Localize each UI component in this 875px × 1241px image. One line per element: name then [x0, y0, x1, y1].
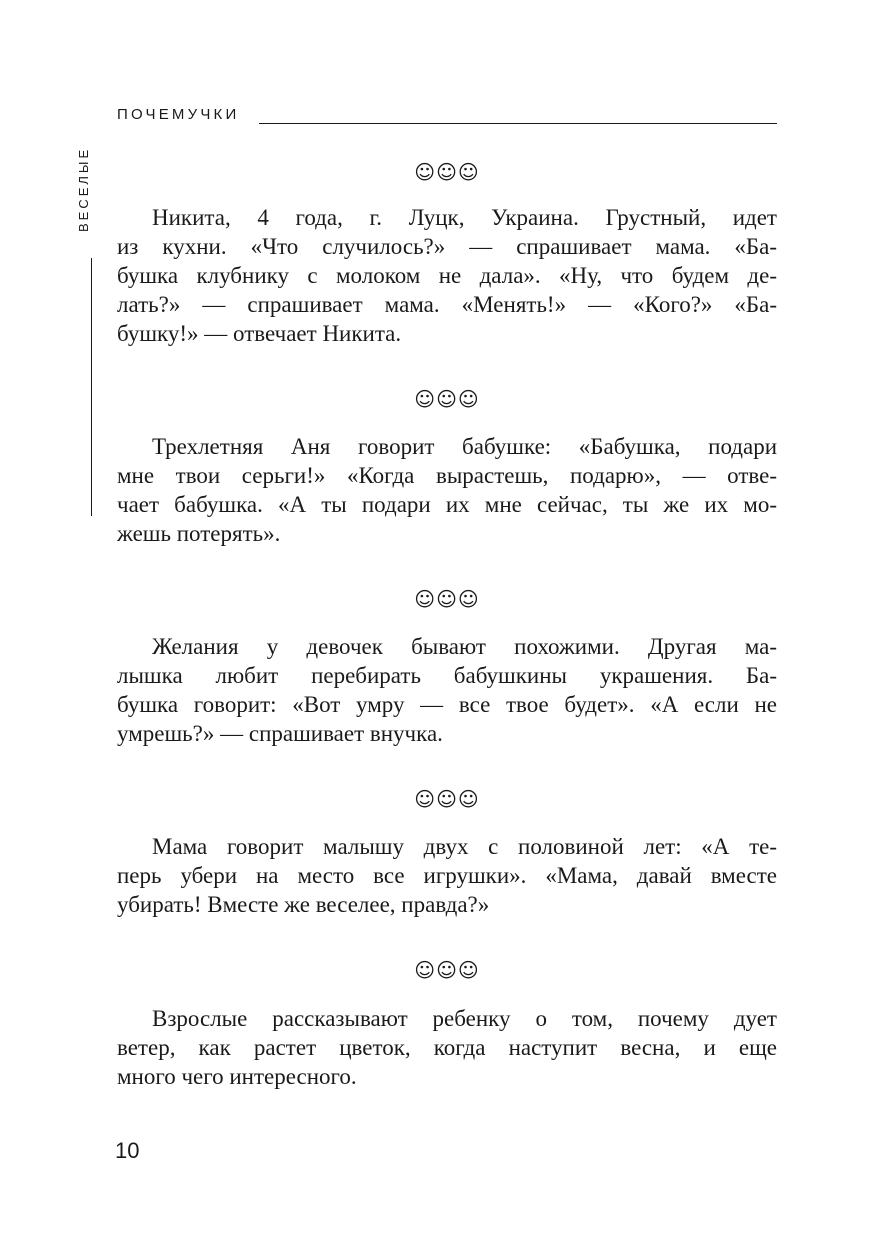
paragraph-line: из кухни. «Что случилось?» — спрашивает мама. «Ба-: [117, 234, 777, 259]
paragraph-1: [117, 203, 777, 348]
paragraph-line: перь убери на место все игрушки». «Мама, давай вместе: [117, 863, 777, 888]
paragraph-line: Взрослые рассказывают ребенку о том, почему дует: [152, 1006, 777, 1031]
side-rule: [91, 258, 92, 516]
smiley-divider-icon: ☺☺☺: [414, 587, 480, 611]
smiley-divider-icon: ☺☺☺: [414, 160, 480, 184]
side-section-label: ВЕСЕЛЫЕ: [76, 146, 91, 232]
paragraph-line: бушка клубнику с молоком не дала». «Ну, что будем де-: [117, 263, 777, 288]
paragraph-line: чает бабушка. «А ты подари их мне сейчас, ты же их мо-: [117, 492, 777, 517]
paragraph-line: Желания у девочек бывают похожими. Другая ма-: [152, 634, 777, 659]
paragraph-line: мне твои серьги!» «Когда вырастешь, подарю», — отве-: [117, 463, 777, 488]
smiley-divider-icon: ☺☺☺: [414, 387, 480, 411]
paragraph-line: жешь потерять».: [117, 521, 281, 546]
paragraph-line: Никита, 4 года, г. Луцк, Украина. Грустный, идет: [152, 205, 777, 230]
paragraph-line: бушку!» — отвечает Никита.: [117, 321, 402, 346]
paragraph-line: Трехлетняя Аня говорит бабушке: «Бабушка, подари: [152, 434, 777, 459]
running-head: ПОЧЕМУЧКИ: [117, 106, 240, 123]
paragraph-4: [117, 832, 777, 919]
paragraph-3: [117, 632, 777, 748]
paragraph-line: много чего интересного.: [117, 1064, 357, 1089]
smiley-divider-icon: ☺☺☺: [414, 958, 480, 982]
paragraph-line: ветер, как растет цветок, когда наступит весна, и еще: [117, 1035, 777, 1060]
header-rule: [259, 123, 777, 124]
smiley-divider-icon: ☺☺☺: [414, 787, 480, 811]
paragraph-line: убирать! Вместе же веселее, правда?»: [117, 892, 490, 917]
paragraph-line: Мама говорит малышу двух с половиной лет: «А те-: [152, 834, 777, 859]
page-number: 10: [115, 1138, 140, 1163]
paragraph-line: умрешь?» — спрашивает внучка.: [117, 721, 443, 746]
paragraph-2: [117, 432, 777, 548]
paragraph-line: бушка говорит: «Вот умру — все твое будет». «А если не: [117, 692, 777, 717]
paragraph-line: лать?» — спрашивает мама. «Менять!» — «Кого?» «Ба-: [117, 292, 777, 317]
paragraph-5: [117, 1004, 777, 1091]
paragraph-line: лышка любит перебирать бабушкины украшения. Ба-: [117, 663, 777, 688]
